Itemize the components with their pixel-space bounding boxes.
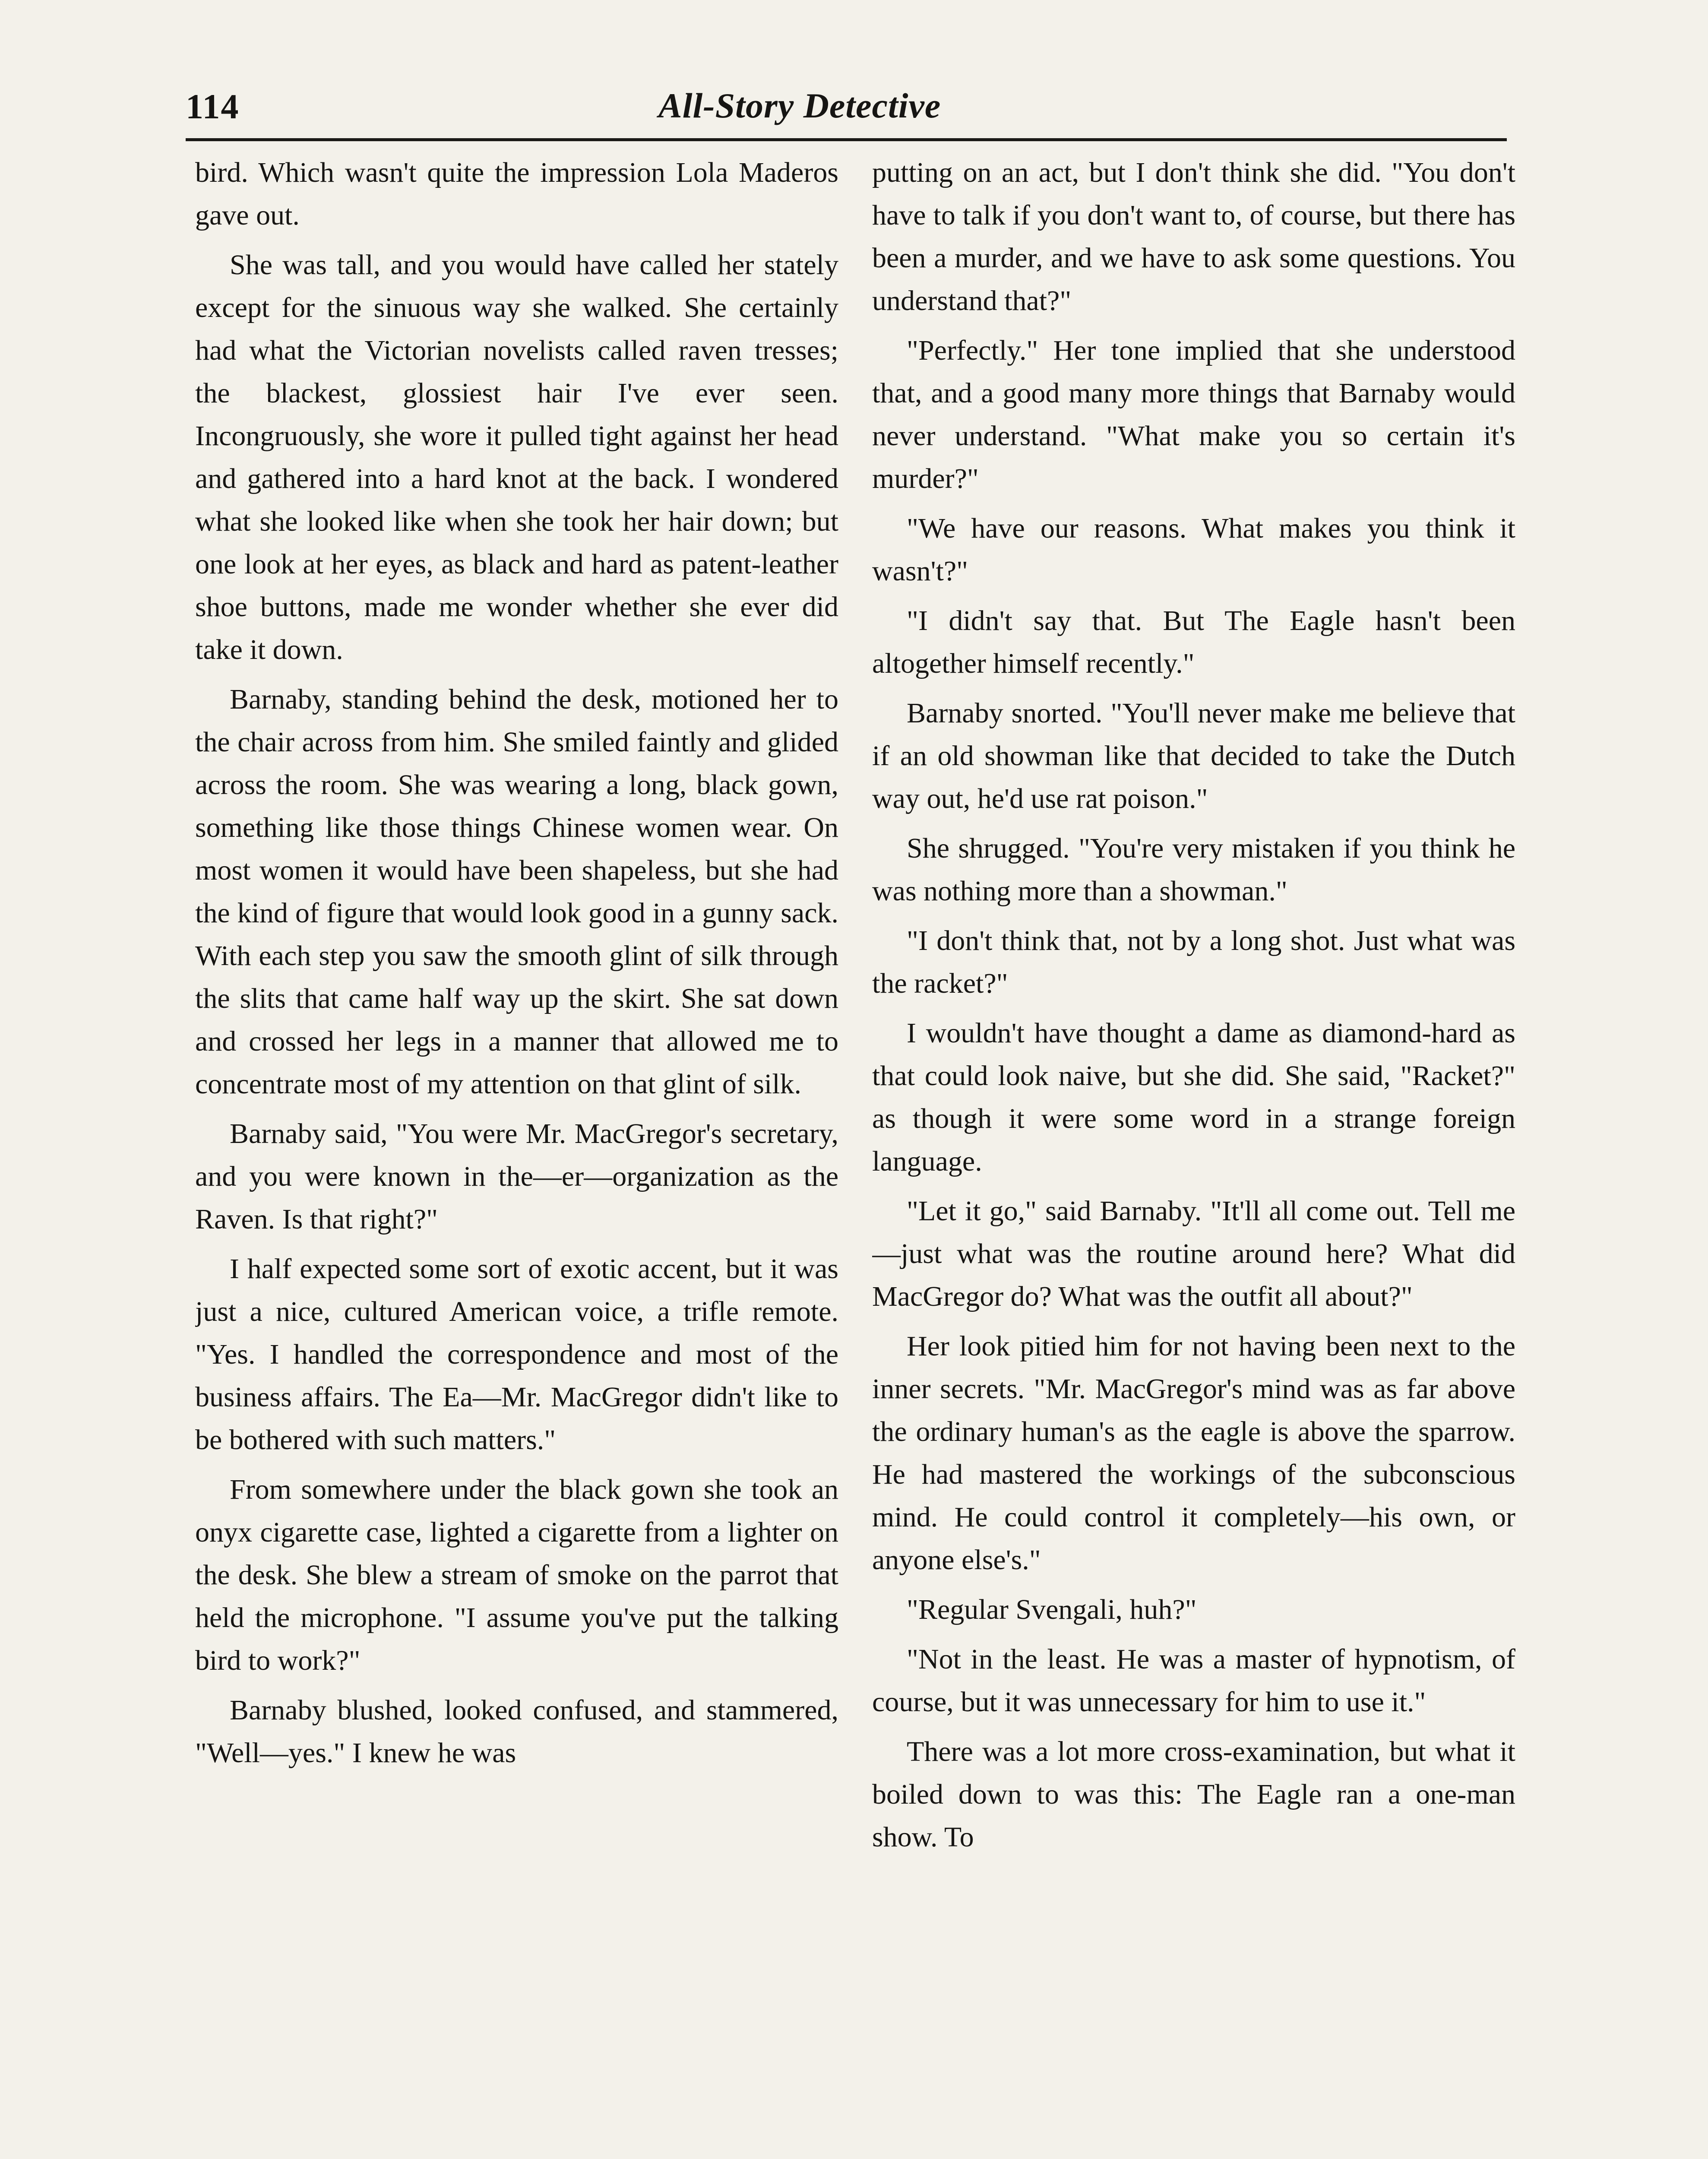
- right-column: [872, 151, 1515, 2159]
- paragraph: Barnaby said, "You were Mr. MacGregor's secretary, and you were known in the—er—organization as the Raven. Is that right?": [195, 1118, 838, 1235]
- paragraph: "I didn't say that. But The Eagle hasn't been altogether himself recently.": [872, 605, 1515, 679]
- page-header: [186, 82, 1507, 141]
- paragraph: putting on an act, but I don't think she did. "You don't have to talk if you don't want to, of course, but there has been a murder, and we have to ask some questions. You understand that?": [872, 157, 1515, 317]
- paragraph: "Perfectly." Her tone implied that she understood that, and a good many more things that Barnaby would never understand. "What make you so certain it's murder?": [872, 335, 1515, 494]
- magazine-title: All-Story Detective: [658, 86, 941, 125]
- paragraph: Barnaby, standing behind the desk, motioned her to the chair across from him. She smiled faintly and glided across the room. She was wearing a long, black gown, something like those things Chinese women wear. On most women it would have been shapeless, but she had the kind of figure that would look good in a gunny sack. With each step you saw the smooth glint of silk through the slits that came half way up the skirt. She sat down and crossed her legs in a manner that allowed me to concentrate most of my attention on that glint of silk.: [195, 684, 838, 1100]
- paragraph: There was a lot more cross-examination, but what it boiled down to was this: The Eagle ran a one-man show. To: [872, 1736, 1515, 1853]
- left-column: [195, 151, 838, 2159]
- paragraph: I half expected some sort of exotic accent, but it was just a nice, cultured American voice, a trifle remote. "Yes. I handled the correspondence and most of the business affairs. The Ea—Mr. MacGregor didn't like to be bothered with such matters.": [195, 1253, 838, 1456]
- paragraph: Her look pitied him for not having been next to the inner secrets. "Mr. MacGregor's mind was as far above the ordinary human's as the eagle is above the sparrow. He had mastered the workings of the subconscious mind. He could control it completely—his own, or anyone else's.": [872, 1330, 1515, 1576]
- paragraph: bird. Which wasn't quite the impression Lola Maderos gave out.: [195, 157, 838, 231]
- paragraph: "Let it go," said Barnaby. "It'll all come out. Tell me—just what was the routine around here? What did MacGregor do? What was the outfit all about?": [872, 1195, 1515, 1312]
- paragraph: Barnaby blushed, looked confused, and stammered, "Well—yes." I knew he was: [195, 1694, 838, 1769]
- page-number: 114: [186, 87, 240, 126]
- paragraph: She shrugged. "You're very mistaken if you think he was nothing more than a showman.": [872, 833, 1515, 907]
- paragraph: She was tall, and you would have called her stately except for the sinuous way she walked. She certainly had what the Victorian novelists called raven tresses; the blackest, glossiest hair I've ever seen. Incongruously, she wore it pulled tight against her head and gathered into a hard knot at the back. I wondered what she looked like when she took her hair down; but one look at her eyes, as black and hard as patent-leather shoe buttons, made me wonder whether she ever did take it down.: [195, 249, 838, 665]
- paragraph: I wouldn't have thought a dame as diamond-hard as that could look naive, but she did. She said, "Racket?" as though it were some word in a strange foreign language.: [872, 1017, 1515, 1177]
- paragraph: Barnaby snorted. "You'll never make me believe that if an old showman like that decided to take the Dutch way out, he'd use rat poison.": [872, 697, 1515, 814]
- paragraph: "Regular Svengali, huh?": [907, 1594, 1197, 1625]
- paragraph: "I don't think that, not by a long shot. Just what was the racket?": [872, 925, 1515, 999]
- paragraph: From somewhere under the black gown she took an onyx cigarette case, lighted a cigarette from a lighter on the desk. She blew a stream of smoke on the parrot that held the microphone. "I assume you've put the talking bird to work?": [195, 1474, 838, 1676]
- paragraph: "We have our reasons. What makes you think it wasn't?": [872, 513, 1515, 587]
- paragraph: "Not in the least. He was a master of hypnotism, of course, but it was unnecessary for him to use it.": [872, 1643, 1515, 1718]
